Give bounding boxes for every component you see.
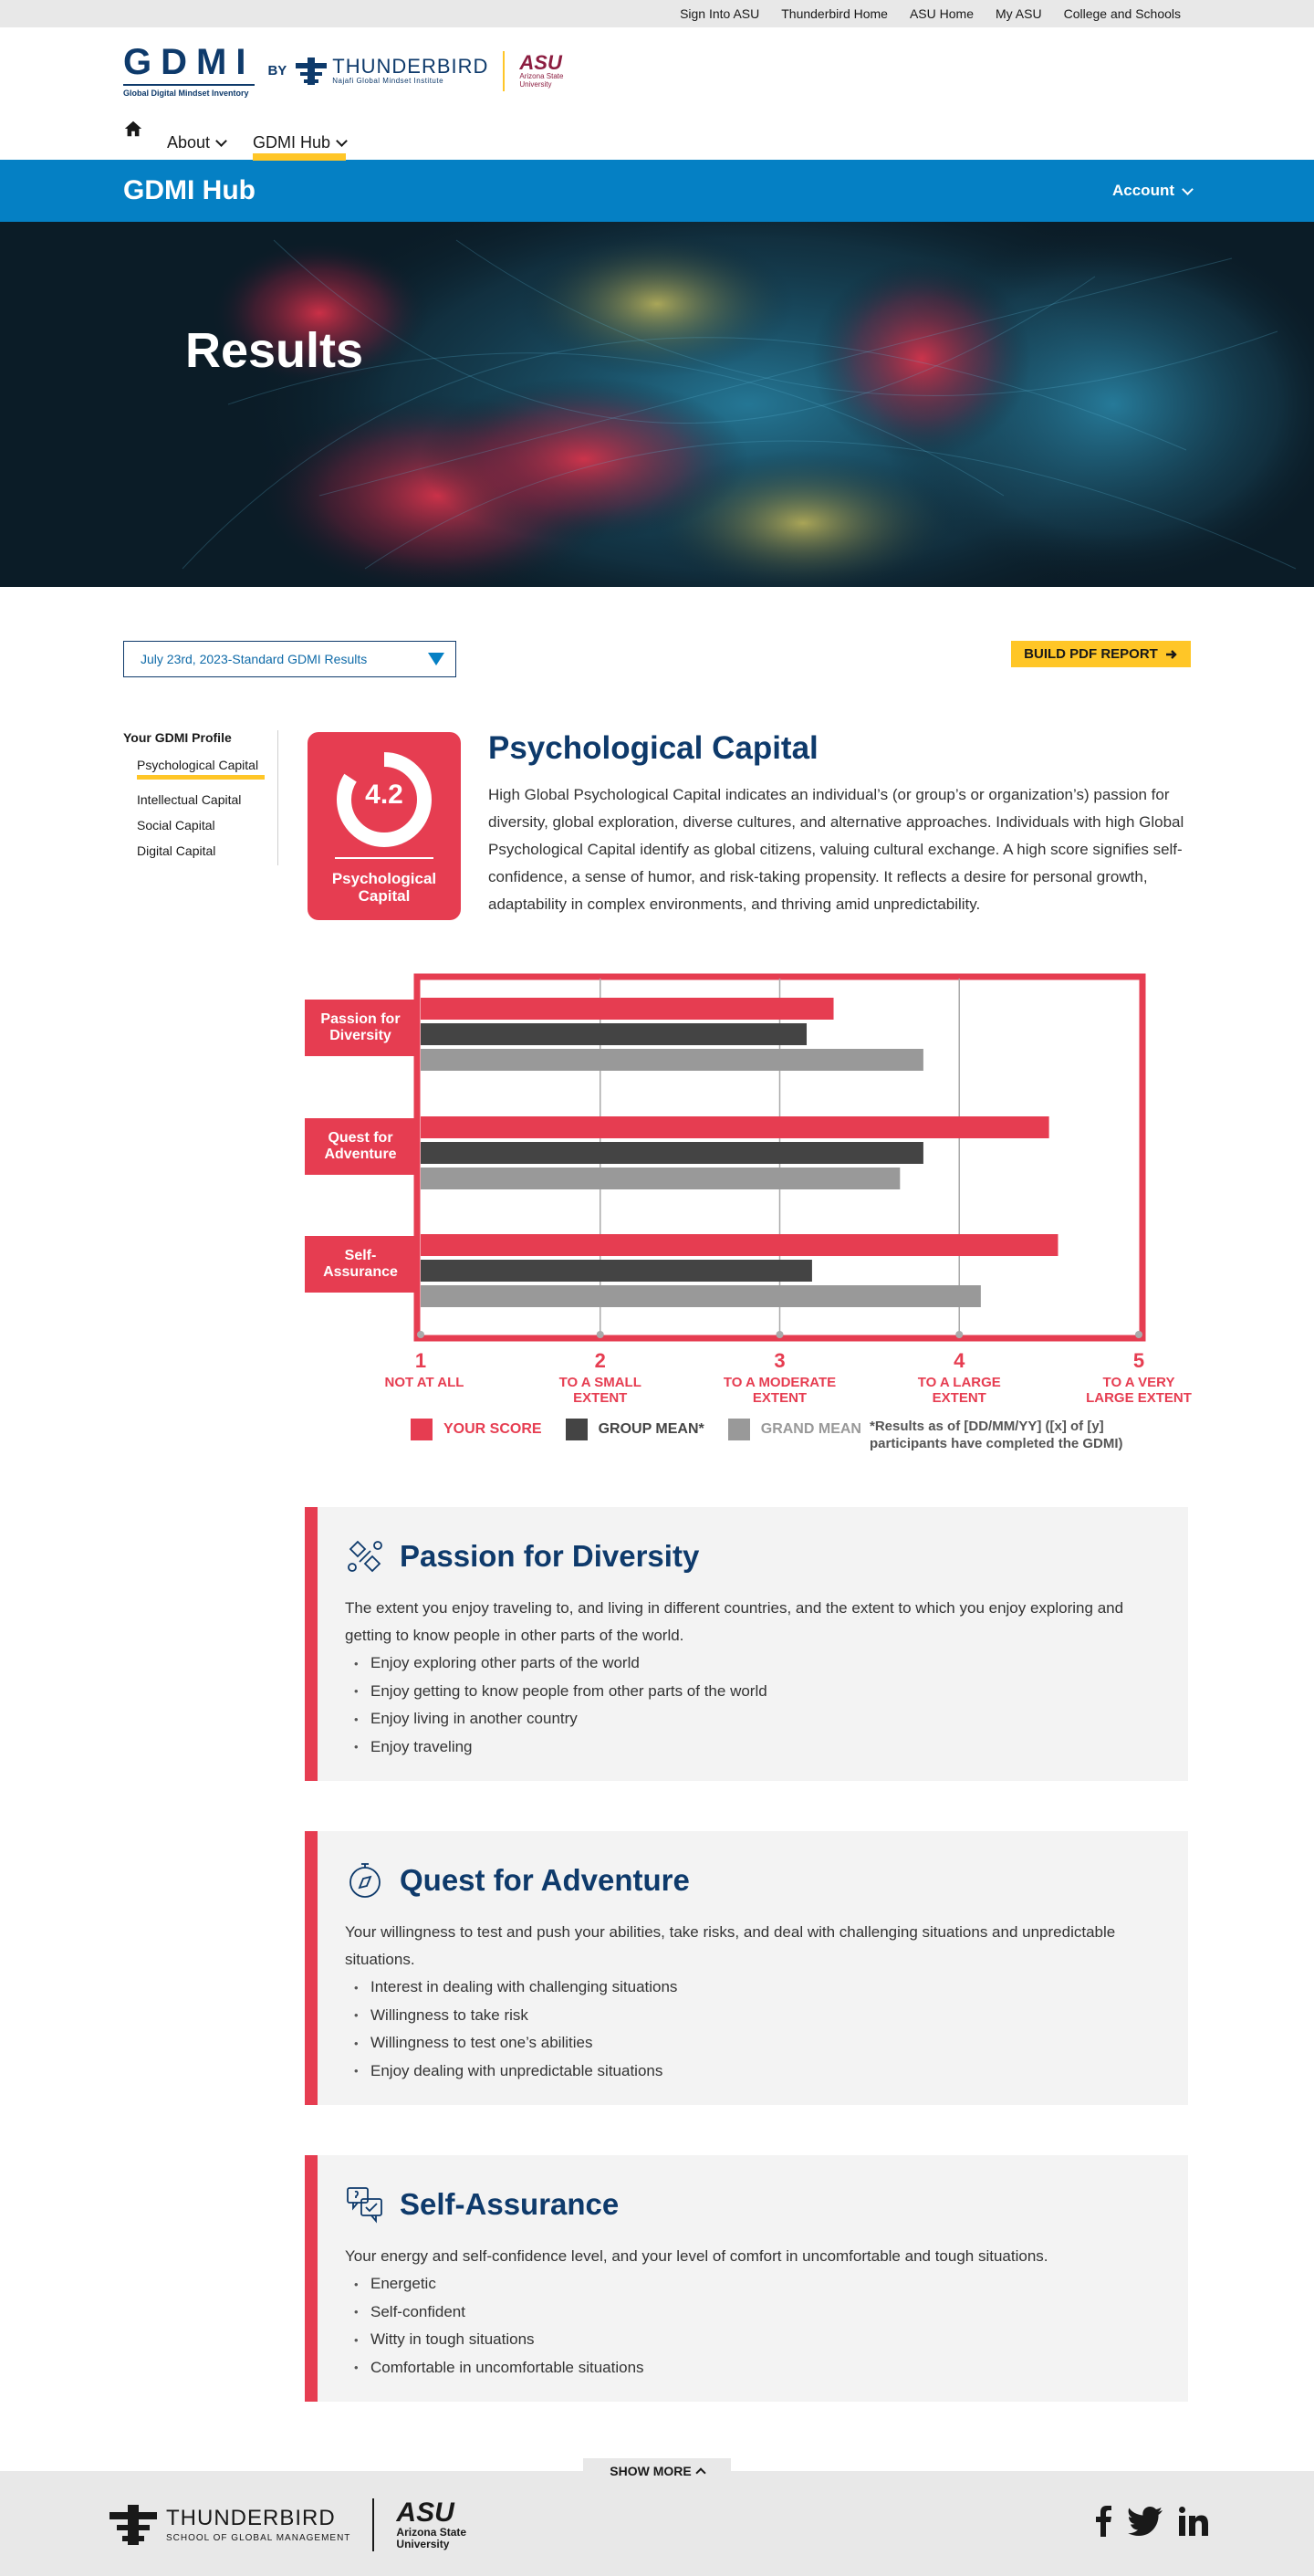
sidenav-item-intellectual-capital[interactable]: Intellectual Capital [137, 792, 242, 807]
site-header [0, 27, 1314, 160]
sidenav-item-psychological-capital[interactable]: Psychological Capital [123, 758, 277, 781]
legend-label: GRAND MEAN [760, 1421, 861, 1437]
chart-footnote: *Results as of [DD/MM/YY] ([x] of [y] participants have completed the GDMI) [870, 1419, 1123, 1451]
chevron-down-icon [1182, 183, 1194, 195]
category-label: Adventure [324, 1147, 397, 1162]
chart-bar [421, 1116, 1049, 1138]
sidenav-heading: Your GDMI Profile [123, 730, 232, 745]
by-label: BY [267, 63, 287, 79]
card-description: The extent you enjoy traveling to, and living in different countries, and the extent to which you enjoy exploring and getting to know people in other parts of the world. [345, 1599, 1124, 1644]
diversity-hands-icon [345, 1536, 385, 1576]
list-item: • Enjoy exploring other parts of the world [354, 1649, 1152, 1678]
asu-logo [519, 50, 564, 89]
thunderbird-logo [296, 56, 488, 87]
legend-swatch [566, 1419, 588, 1440]
list-item: • Interest in dealing with challenging situations [354, 1974, 1152, 2002]
utility-link-my-asu[interactable]: My ASU [996, 6, 1042, 21]
card-description: Your energy and self-confidence level, and your level of comfort in uncomfortable and tough situations. [345, 2247, 1048, 2265]
asu-sub-1: Arizona State [519, 71, 564, 80]
score-divider [335, 857, 433, 859]
score-label [308, 871, 461, 905]
card-list [345, 2270, 1152, 2382]
list-item: • Willingness to take risk [354, 2002, 1152, 2030]
footer-asu-logo [396, 2499, 466, 2550]
thunderbird-wordmark: THUNDERBIRD [332, 55, 489, 78]
social-links [1095, 2506, 1208, 2537]
footer-asu-sub-2: University [396, 2538, 450, 2550]
card-title: Self-Assurance [400, 2187, 620, 2221]
axis-tick-label: EXTENT [752, 1390, 808, 1406]
axis-tick-dot [597, 1331, 604, 1338]
card-title: Quest for Adventure [400, 1863, 690, 1897]
axis-tick-number: 5 [1132, 1349, 1145, 1372]
page-title: Results [185, 323, 364, 378]
chart-bar [421, 1049, 923, 1071]
section-description: High Global Psychological Capital indicates an individual’s (or group’s or organization’s) passion for diversity, global exploration, diverse cultures, and alternative approaches. Individuals with high Global Psychological Capital identify as global citizens, valuing cultural exchange. A high score signifies self-confidence, a sense of humor, and risk-taking propensity. It reflects a desire for personal growth, adaptability in complex environments, and thriving amid unpredictability. [488, 786, 1184, 913]
axis-tick-label: TO A SMALL [558, 1375, 641, 1390]
gdmi-logo-letters: GDMI [123, 42, 256, 82]
utility-link-colleges[interactable]: College and Schools [1063, 6, 1181, 21]
axis-tick-dot [1135, 1331, 1142, 1338]
axis-tick-label: EXTENT [932, 1390, 986, 1406]
chart-bar [421, 1234, 1058, 1256]
results-select[interactable] [123, 641, 456, 677]
chevron-down-icon [336, 135, 348, 147]
main-nav [123, 119, 373, 161]
profile-sidenav [123, 730, 278, 865]
category-label: Passion for [320, 1011, 401, 1027]
arrow-right-icon [1165, 648, 1178, 661]
axis-tick-label: TO A LARGE [917, 1375, 1001, 1390]
axis-tick-label: TO A MODERATE [723, 1375, 837, 1390]
results-bar-chart [301, 968, 1204, 1415]
chat-check-icon [345, 2184, 385, 2225]
results-select-value: July 23rd, 2023-Standard GDMI Results [141, 652, 368, 666]
gdmi-logo-subtitle: Global Digital Mindset Inventory [123, 84, 255, 98]
sidenav-item-social-capital[interactable]: Social Capital [137, 818, 215, 832]
asu-wordmark: ASU [519, 50, 562, 74]
axis-tick-number: 1 [414, 1349, 427, 1372]
card-list [345, 1649, 1152, 1761]
gdmi-logo [123, 44, 255, 98]
card-quest-for-adventure [305, 1831, 1188, 2105]
category-label: Assurance [323, 1264, 398, 1280]
chart-bar [421, 1023, 807, 1045]
chart-bar [421, 1260, 812, 1282]
compass-icon [345, 1860, 385, 1901]
axis-tick-dot [777, 1331, 784, 1338]
card-title: Passion for Diversity [400, 1539, 700, 1573]
hero-network-image [0, 222, 1314, 587]
utility-link-thunderbird-home[interactable]: Thunderbird Home [781, 6, 888, 21]
utility-bar [0, 0, 1314, 27]
thunderbird-subtitle: Najafi Global Mindset Institute [332, 77, 444, 85]
list-item: • Enjoy traveling [354, 1733, 1152, 1762]
axis-tick-number: 4 [954, 1349, 965, 1372]
thunderbird-bird-icon [296, 56, 327, 87]
legend-item-group-mean [566, 1419, 704, 1440]
category-label: Quest for [328, 1130, 393, 1146]
twitter-icon[interactable] [1128, 2507, 1163, 2536]
score-value: 4.2 [365, 780, 403, 810]
chart-bar [421, 1168, 900, 1189]
chart-bar [421, 998, 834, 1020]
nav-item-gdmi-hub[interactable] [253, 119, 346, 161]
home-icon[interactable] [123, 119, 143, 139]
chevron-up-icon [695, 2467, 705, 2477]
utility-link-sign-in[interactable]: Sign Into ASU [680, 6, 760, 21]
account-label: Account [1112, 182, 1174, 199]
axis-tick-dot [417, 1331, 424, 1338]
list-item: • Comfortable in uncomfortable situations [354, 2354, 1152, 2382]
card-passion-for-diversity [305, 1507, 1188, 1781]
axis-tick-label: LARGE EXTENT [1086, 1390, 1192, 1406]
nav-item-gdmi-hub-label: GDMI Hub [253, 132, 331, 152]
footer-asu-sub-1: Arizona State [396, 2525, 467, 2539]
footer-logo[interactable] [110, 2498, 466, 2551]
axis-tick-label: EXTENT [573, 1390, 628, 1406]
footer-logo-divider [372, 2498, 374, 2551]
legend-item-your-score [411, 1419, 542, 1440]
logo-lockup[interactable] [123, 44, 563, 98]
list-item: • Enjoy living in another country [354, 1705, 1152, 1733]
card-description: Your willingness to test and push your abilities, take risks, and deal with challenging situations and unpredictable situations. [345, 1923, 1116, 1968]
thunderbird-bird-icon [110, 2503, 157, 2547]
hub-title[interactable]: GDMI Hub [123, 175, 256, 205]
site-footer [0, 2471, 1314, 2576]
chevron-down-icon [215, 135, 227, 147]
score-label-line-1: Psychological [331, 870, 437, 887]
utility-link-asu-home[interactable]: ASU Home [909, 6, 974, 21]
list-item: • Self-confident [354, 2299, 1152, 2327]
card-list [345, 1974, 1152, 2085]
list-item: • Enjoy dealing with unpredictable situations [354, 2058, 1152, 2086]
account-menu[interactable] [1112, 182, 1192, 200]
legend-swatch [411, 1419, 433, 1440]
score-label-line-2: Capital [358, 886, 411, 905]
axis-tick-number: 2 [594, 1349, 606, 1372]
logo-divider [503, 51, 505, 91]
show-more-label: SHOW MORE [610, 2464, 692, 2478]
facebook-icon[interactable] [1095, 2506, 1111, 2537]
caret-down-icon [428, 653, 444, 665]
asu-sub-2: University [519, 79, 552, 89]
show-more-button[interactable] [583, 2458, 731, 2484]
hero-banner [0, 222, 1314, 587]
footer-thunderbird-wordmark: THUNDERBIRD [166, 2505, 336, 2530]
nav-item-about-label: About [167, 132, 211, 152]
axis-tick-number: 3 [774, 1349, 786, 1372]
card-self-assurance [305, 2155, 1188, 2402]
list-item: • Enjoy getting to know people from other parts of the world [354, 1678, 1152, 1706]
build-pdf-report-label: BUILD PDF REPORT [1024, 646, 1158, 662]
list-item: • Energetic [354, 2270, 1152, 2299]
linkedin-icon[interactable] [1179, 2507, 1208, 2536]
legend-item-grand-mean [728, 1419, 861, 1440]
axis-tick-label: NOT AT ALL [384, 1375, 464, 1390]
list-item: • Witty in tough situations [354, 2326, 1152, 2354]
chart-bar [421, 1285, 981, 1307]
category-label: Self- [344, 1248, 377, 1263]
axis-tick-label: TO A VERY [1102, 1375, 1175, 1390]
section-title: Psychological Capital [488, 730, 819, 766]
category-label: Diversity [329, 1028, 391, 1043]
hub-bar [0, 160, 1314, 222]
legend-label: YOUR SCORE [443, 1421, 542, 1437]
footer-asu-wordmark: ASU [396, 2497, 454, 2528]
nav-item-about[interactable] [167, 119, 225, 161]
score-tile [308, 732, 461, 920]
axis-tick-dot [955, 1331, 963, 1338]
build-pdf-report-button[interactable] [1011, 641, 1191, 667]
sidenav-item-digital-capital[interactable]: Digital Capital [137, 843, 216, 858]
chart-bar [421, 1142, 923, 1164]
list-item: • Willingness to test one’s abilities [354, 2029, 1152, 2058]
footer-thunderbird-subtitle: SCHOOL OF GLOBAL MANAGEMENT [166, 2532, 351, 2543]
chart-legend [411, 1419, 885, 1440]
legend-label: GROUP MEAN* [598, 1421, 704, 1437]
legend-swatch [728, 1419, 750, 1440]
